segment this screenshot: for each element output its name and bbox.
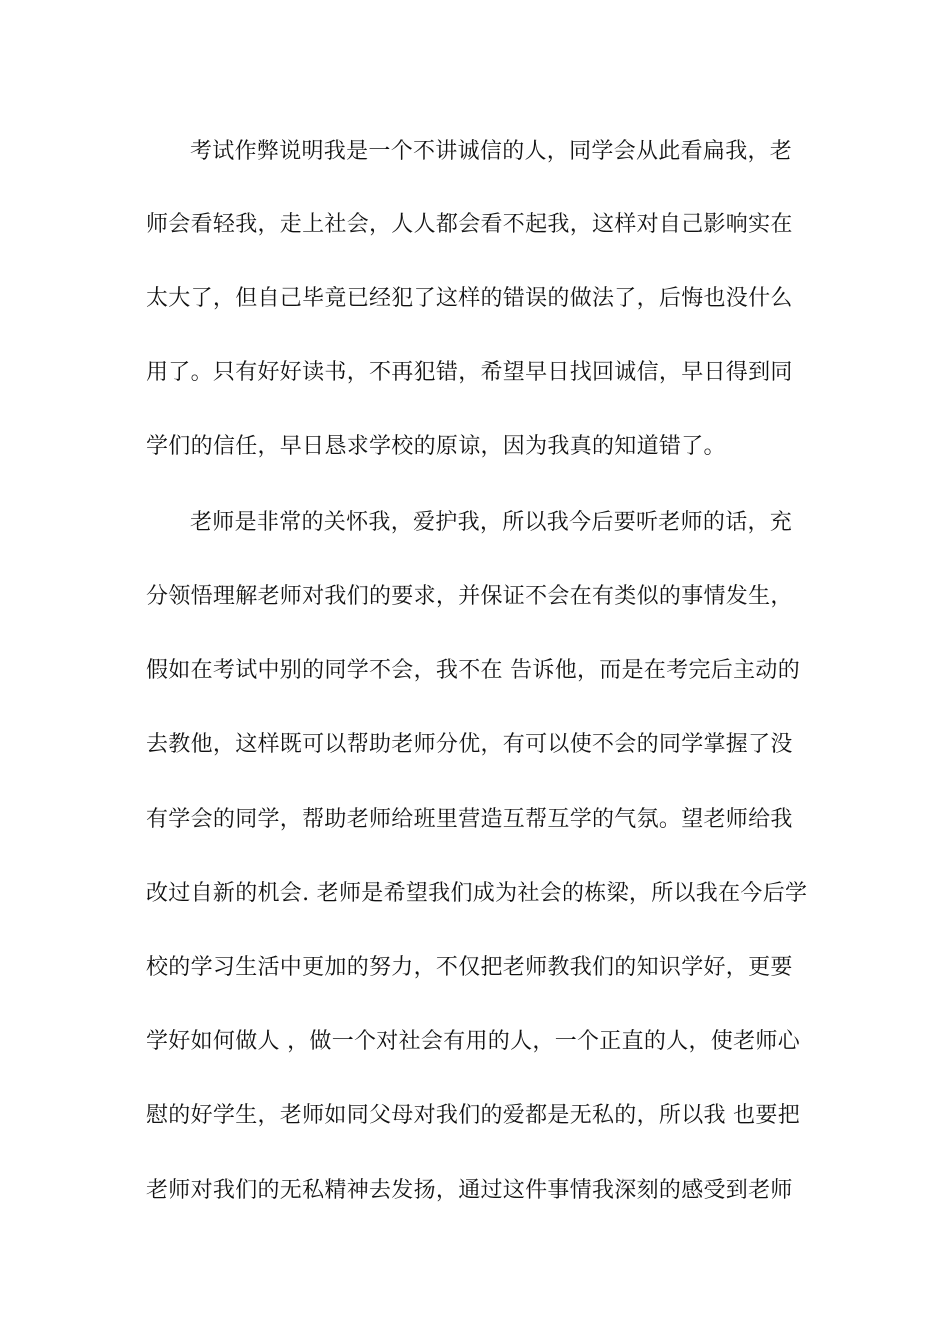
paragraph-2-line-9: 慰的好学生，老师如同父母对我们的爱都是无私的，所以我 也要把 xyxy=(146,1103,800,1128)
paragraph-1-line-3: 太大了，但自己毕竟已经犯了这样的错误的做法了，后悔也没什么 xyxy=(146,286,793,311)
paragraph-2-line-3: 假如在考试中别的同学不会，我不在 告诉他，而是在考完后主动的 xyxy=(146,658,800,683)
paragraph-1-line-4: 用了。只有好好读书，不再犯错，希望早日找回诚信，早日得到同 xyxy=(146,360,793,385)
paragraph-2-line-10: 老师对我们的无私精神去发扬，通过这件事情我深刻的感受到老师 xyxy=(146,1178,793,1203)
paragraph-2-line-7: 校的学习生活中更加的努力，不仅把老师教我们的知识学好，更要 xyxy=(146,955,793,980)
paragraph-2-line-4: 去教他，这样既可以帮助老师分优，有可以使不会的同学掌握了没 xyxy=(146,732,793,757)
paragraph-2-line-8: 学好如何做人 ，做一个对社会有用的人，一个正直的人，使老师心 xyxy=(146,1029,800,1054)
paragraph-2-line-6: 改过自新的机会. 老师是希望我们成为社会的栋梁，所以我在今后学 xyxy=(146,881,808,906)
paragraph-1-line-2: 师会看轻我，走上社会，人人都会看不起我，这样对自己影响实在 xyxy=(146,212,793,237)
paragraph-1-line-5: 学们的信任，早日恳求学校的原谅，因为我真的知道错了。 xyxy=(146,434,726,459)
paragraph-2-line-1: 老师是非常的关怀我，爱护我，所以我今后要听老师的话，充 xyxy=(190,510,793,535)
paragraph-2-line-5: 有学会的同学，帮助老师给班里营造互帮互学的气氛。望老师给我 xyxy=(146,807,793,832)
paragraph-1-line-1: 考试作弊说明我是一个不讲诚信的人，同学会从此看扁我，老 xyxy=(190,139,793,164)
paragraph-2-line-2: 分领悟理解老师对我们的要求，并保证不会在有类似的事情发生， xyxy=(146,584,793,609)
